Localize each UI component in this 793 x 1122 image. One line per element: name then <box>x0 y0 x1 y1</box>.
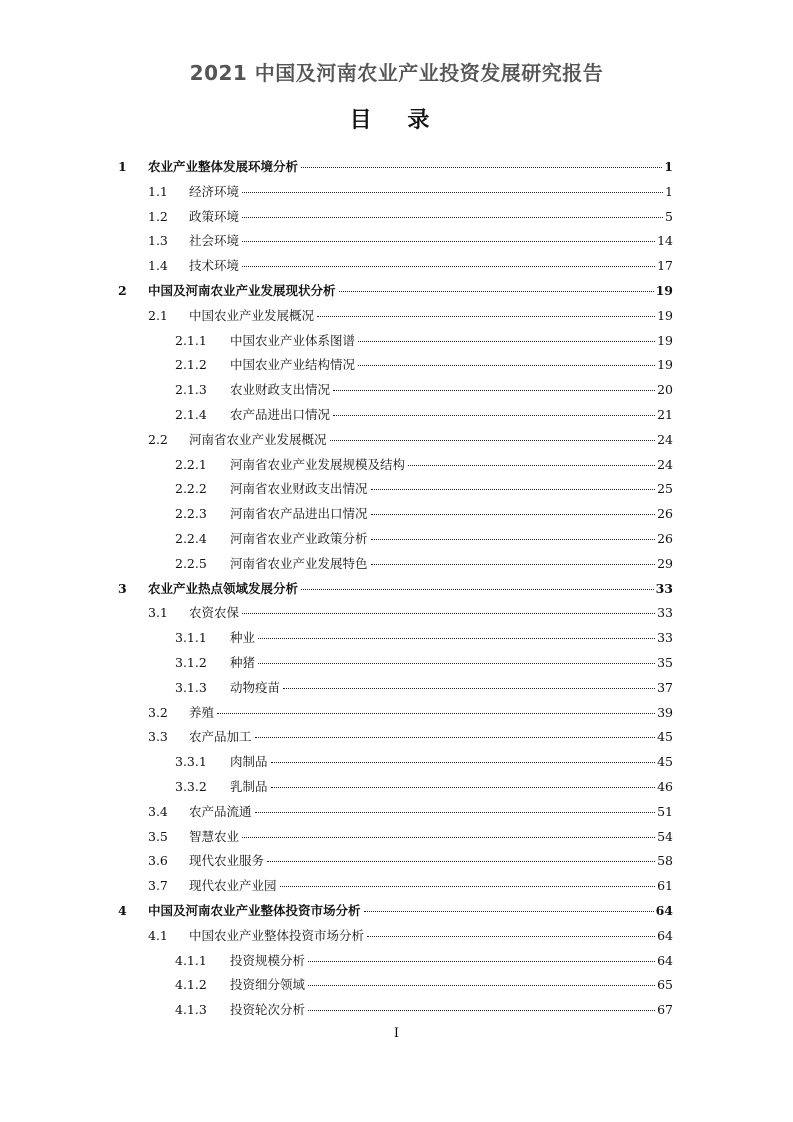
toc-entry-page: 64 <box>656 899 673 924</box>
toc-entry[interactable] <box>118 353 673 378</box>
toc-entry-text <box>230 329 673 354</box>
toc-entry-page: 33 <box>657 626 673 651</box>
toc-dot-leader <box>301 167 662 168</box>
toc-entry-text <box>148 279 673 304</box>
toc-entry-label: 种猪 <box>230 651 256 676</box>
toc-entry-label: 技术环境 <box>189 254 240 279</box>
toc-dot-leader <box>317 316 655 317</box>
toc-entry[interactable] <box>118 676 673 701</box>
toc-dot-leader <box>242 217 663 218</box>
toc-entry-text <box>230 626 673 651</box>
toc-entry-text <box>230 353 673 378</box>
toc-entry[interactable] <box>118 874 673 899</box>
toc-entry-text <box>230 998 673 1023</box>
toc-entry-text <box>230 527 673 552</box>
toc-entry[interactable] <box>118 254 673 279</box>
toc-dot-leader <box>267 861 655 862</box>
toc-entry-label: 中国及河南农业产业整体投资市场分析 <box>148 899 362 924</box>
toc-entry[interactable] <box>118 899 673 924</box>
toc-entry-page: 25 <box>657 477 673 502</box>
toc-entry-page: 14 <box>657 229 673 254</box>
toc-entry-label: 河南省农产品进出口情况 <box>230 502 369 527</box>
toc-entry-text <box>189 924 673 949</box>
toc-entry-text <box>230 775 673 800</box>
toc-entry-label: 农产品流通 <box>189 800 253 825</box>
toc-entry-page: 19 <box>657 329 673 354</box>
toc-entry-page: 1 <box>664 155 673 180</box>
toc-entry-text <box>189 701 673 726</box>
toc-entry-page: 19 <box>657 353 673 378</box>
document-title: 2021 中国及河南农业产业投资发展研究报告 <box>189 61 604 85</box>
toc-entry-number: 3.1.2 <box>175 654 207 670</box>
toc-entry-page: 24 <box>657 453 673 478</box>
toc-entry-label: 中国农业产业整体投资市场分析 <box>189 924 365 949</box>
toc-entry-label: 肉制品 <box>230 750 269 775</box>
toc-entry-number: 2.1.3 <box>175 382 207 398</box>
toc-entry-label: 中国农业产业结构情况 <box>230 353 356 378</box>
toc-entry[interactable] <box>118 725 673 750</box>
toc-entry-number: 4 <box>118 902 127 918</box>
toc-dot-leader <box>333 415 655 416</box>
toc-entry-label: 投资规模分析 <box>230 949 306 974</box>
toc-entry-label: 农产品进出口情况 <box>230 403 331 428</box>
toc-entry-text <box>230 453 673 478</box>
toc-entry[interactable] <box>118 205 673 230</box>
toc-entry-number: 2.2.1 <box>175 456 207 472</box>
toc-dot-leader <box>364 911 654 912</box>
toc-entry[interactable] <box>118 453 673 478</box>
toc-dot-leader <box>271 787 656 788</box>
toc-entry[interactable] <box>118 477 673 502</box>
toc-dot-leader <box>308 961 655 962</box>
toc-entry-page: 35 <box>657 651 673 676</box>
toc-entry-text <box>189 825 673 850</box>
toc-entry-number: 3.3 <box>148 729 168 745</box>
toc-entry-text <box>189 254 673 279</box>
toc-entry-page: 26 <box>657 502 673 527</box>
toc-entry-text <box>230 973 673 998</box>
toc-entry-text <box>230 750 673 775</box>
toc-entry-text <box>189 601 673 626</box>
toc-dot-leader <box>367 936 655 937</box>
toc-entry[interactable] <box>118 924 673 949</box>
toc-entry-number: 3.7 <box>148 878 168 894</box>
toc-dot-leader <box>333 390 655 391</box>
toc-entry-page: 33 <box>657 601 673 626</box>
toc-entry-number: 2.2.2 <box>175 481 207 497</box>
toc-entry-label: 养殖 <box>189 701 215 726</box>
toc-entry-label: 河南省农业财政支出情况 <box>230 477 369 502</box>
toc-dot-leader <box>308 985 655 986</box>
toc-entry-page: 51 <box>657 800 673 825</box>
toc-entry[interactable] <box>118 577 673 602</box>
toc-entry-number: 3 <box>118 580 127 596</box>
toc-entry-label: 现代农业服务 <box>189 849 265 874</box>
toc-entry-text <box>189 800 673 825</box>
toc-dot-leader <box>258 638 655 639</box>
toc-entry-page: 21 <box>657 403 673 428</box>
toc-entry-text <box>230 477 673 502</box>
toc-entry[interactable] <box>118 849 673 874</box>
toc-entry-page: 58 <box>657 849 673 874</box>
toc-entry[interactable] <box>118 825 673 850</box>
toc-dot-leader <box>371 564 656 565</box>
toc-entry-page: 64 <box>657 949 673 974</box>
toc-entry[interactable] <box>118 329 673 354</box>
toc-entry[interactable] <box>118 800 673 825</box>
toc-entry-label: 农业产业整体发展环境分析 <box>148 155 299 180</box>
toc-entry-label: 农业产业热点领域发展分析 <box>148 577 299 602</box>
toc-entry-page: 46 <box>657 775 673 800</box>
toc-entry-text <box>148 899 673 924</box>
toc-dot-leader <box>283 688 655 689</box>
toc-dot-leader <box>242 192 663 193</box>
toc-dot-leader <box>280 886 656 887</box>
toc-entry-text <box>189 874 673 899</box>
toc-entry-page: 61 <box>657 874 673 899</box>
toc-dot-leader <box>271 762 656 763</box>
toc-entry-number: 2.2.5 <box>175 555 207 571</box>
toc-entry-text <box>148 155 673 180</box>
page-number: I <box>393 1026 400 1041</box>
toc-entry-label: 智慧农业 <box>189 825 240 850</box>
toc-entry-text <box>230 502 673 527</box>
toc-entry-label: 中国农业产业发展概况 <box>189 304 315 329</box>
toc-dot-leader <box>358 341 655 342</box>
toc-entry-text <box>189 849 673 874</box>
toc-entry-number: 2.1 <box>148 307 168 323</box>
toc-entry[interactable] <box>118 304 673 329</box>
toc-dot-leader <box>242 613 655 614</box>
toc-dot-leader <box>371 514 656 515</box>
toc-entry-number: 1 <box>118 159 127 174</box>
toc-entry-label: 农资农保 <box>189 601 240 626</box>
toc-heading: 目 录 <box>349 108 444 133</box>
toc-dot-leader <box>330 440 656 441</box>
toc-entry[interactable] <box>118 949 673 974</box>
toc-dot-leader <box>371 539 656 540</box>
toc-entry-text <box>189 205 673 230</box>
toc-entry-label: 乳制品 <box>230 775 269 800</box>
toc-dot-leader <box>371 489 656 490</box>
toc-entry-page: 26 <box>657 527 673 552</box>
toc-entry[interactable] <box>118 601 673 626</box>
toc-entry-label: 政策环境 <box>189 205 240 230</box>
toc-entry-label: 经济环境 <box>189 180 240 205</box>
toc-entry-page: 33 <box>656 577 673 602</box>
toc-entry-number: 3.3.1 <box>175 754 207 770</box>
toc-entry-page: 45 <box>657 750 673 775</box>
toc-entry-number: 4.1 <box>148 927 168 943</box>
toc-entry-number: 1.1 <box>148 183 168 199</box>
toc-entry-page: 17 <box>657 254 673 279</box>
toc-entry-text <box>189 725 673 750</box>
toc-entry[interactable] <box>118 502 673 527</box>
toc-dot-leader <box>255 812 656 813</box>
toc-entry-label: 现代农业产业园 <box>189 874 278 899</box>
toc-entry-number: 3.3.2 <box>175 778 207 794</box>
toc-dot-leader <box>242 837 655 838</box>
toc-dot-leader <box>258 663 655 664</box>
toc-entry-label: 河南省农业产业政策分析 <box>230 527 369 552</box>
toc-entry-label: 种业 <box>230 626 256 651</box>
toc-entry-text <box>230 403 673 428</box>
toc-entry-page: 64 <box>657 924 673 949</box>
toc-entry-page: 39 <box>657 701 673 726</box>
toc-entry-page: 20 <box>657 378 673 403</box>
toc-entry-page: 1 <box>665 180 673 205</box>
toc-entry[interactable] <box>118 973 673 998</box>
toc-entry-number: 2.1.4 <box>175 406 207 422</box>
toc-entry[interactable] <box>118 651 673 676</box>
toc-entry-label: 社会环境 <box>189 229 240 254</box>
toc-entry-number: 1.3 <box>148 233 168 249</box>
toc-entry-label: 投资轮次分析 <box>230 998 306 1023</box>
toc-entry-number: 3.1.1 <box>175 630 207 646</box>
toc-dot-leader <box>308 1010 655 1011</box>
toc-entry[interactable] <box>118 750 673 775</box>
toc-entry-page: 54 <box>657 825 673 850</box>
toc-entry[interactable] <box>118 701 673 726</box>
toc-entry[interactable] <box>118 998 673 1023</box>
toc-entry-label: 动物疫苗 <box>230 676 281 701</box>
toc-entry[interactable] <box>118 378 673 403</box>
toc-entry-number: 2.1.2 <box>175 357 207 373</box>
toc-entry-text <box>189 229 673 254</box>
toc-entry-number: 3.6 <box>148 853 168 869</box>
toc-entry-number: 2 <box>118 282 127 298</box>
table-of-contents <box>118 155 673 1023</box>
toc-entry-number: 4.1.3 <box>175 1002 207 1018</box>
toc-entry-number: 3.1.3 <box>175 679 207 695</box>
toc-entry-number: 2.2 <box>148 431 168 447</box>
toc-dot-leader <box>339 291 654 292</box>
toc-entry-page: 19 <box>656 279 673 304</box>
toc-entry-number: 2.2.3 <box>175 506 207 522</box>
toc-entry-number: 3.5 <box>148 828 168 844</box>
toc-entry-text <box>230 552 673 577</box>
toc-entry[interactable] <box>118 775 673 800</box>
toc-entry-page: 45 <box>657 725 673 750</box>
toc-entry-text <box>230 949 673 974</box>
toc-entry-text <box>230 378 673 403</box>
toc-dot-leader <box>217 713 655 714</box>
toc-entry-page: 24 <box>657 428 673 453</box>
toc-entry-page: 65 <box>657 973 673 998</box>
toc-entry-text <box>189 304 673 329</box>
toc-dot-leader <box>255 737 656 738</box>
toc-entry-text <box>189 428 673 453</box>
toc-dot-leader <box>358 365 655 366</box>
toc-entry-number: 3.2 <box>148 704 168 720</box>
toc-entry-text <box>148 577 673 602</box>
toc-entry[interactable] <box>118 527 673 552</box>
toc-entry-label: 投资细分领域 <box>230 973 306 998</box>
toc-entry-page: 37 <box>657 676 673 701</box>
toc-entry-number: 1.4 <box>148 258 168 274</box>
toc-dot-leader <box>301 589 654 590</box>
toc-entry[interactable] <box>118 403 673 428</box>
toc-dot-leader <box>242 266 655 267</box>
toc-entry-label: 农业财政支出情况 <box>230 378 331 403</box>
toc-entry-text <box>230 651 673 676</box>
toc-entry-label: 中国农业产业体系图谱 <box>230 329 356 354</box>
toc-dot-leader <box>408 465 655 466</box>
toc-entry-page: 19 <box>657 304 673 329</box>
toc-entry-label: 农产品加工 <box>189 725 253 750</box>
toc-entry-number: 1.2 <box>148 208 168 224</box>
toc-entry-page: 5 <box>665 205 673 230</box>
toc-entry-page: 67 <box>657 998 673 1023</box>
toc-entry[interactable] <box>118 180 673 205</box>
toc-entry[interactable] <box>118 155 673 180</box>
toc-entry-number: 3.1 <box>148 605 168 621</box>
toc-entry-number: 3.4 <box>148 803 168 819</box>
toc-entry-text <box>230 676 673 701</box>
toc-entry-number: 2.1.1 <box>175 332 207 348</box>
toc-entry-number: 4.1.1 <box>175 952 207 968</box>
toc-entry-text <box>189 180 673 205</box>
toc-entry[interactable] <box>118 279 673 304</box>
toc-entry-label: 河南省农业产业发展特色 <box>230 552 369 577</box>
toc-entry[interactable] <box>118 552 673 577</box>
toc-entry-label: 中国及河南农业产业发展现状分析 <box>148 279 337 304</box>
toc-entry-label: 河南省农业产业发展规模及结构 <box>230 453 406 478</box>
toc-entry-number: 2.2.4 <box>175 530 207 546</box>
toc-entry[interactable] <box>118 428 673 453</box>
toc-entry[interactable] <box>118 229 673 254</box>
toc-entry[interactable] <box>118 626 673 651</box>
toc-entry-page: 29 <box>657 552 673 577</box>
toc-entry-number: 4.1.2 <box>175 977 207 993</box>
toc-dot-leader <box>242 241 655 242</box>
toc-entry-label: 河南省农业产业发展概况 <box>189 428 328 453</box>
